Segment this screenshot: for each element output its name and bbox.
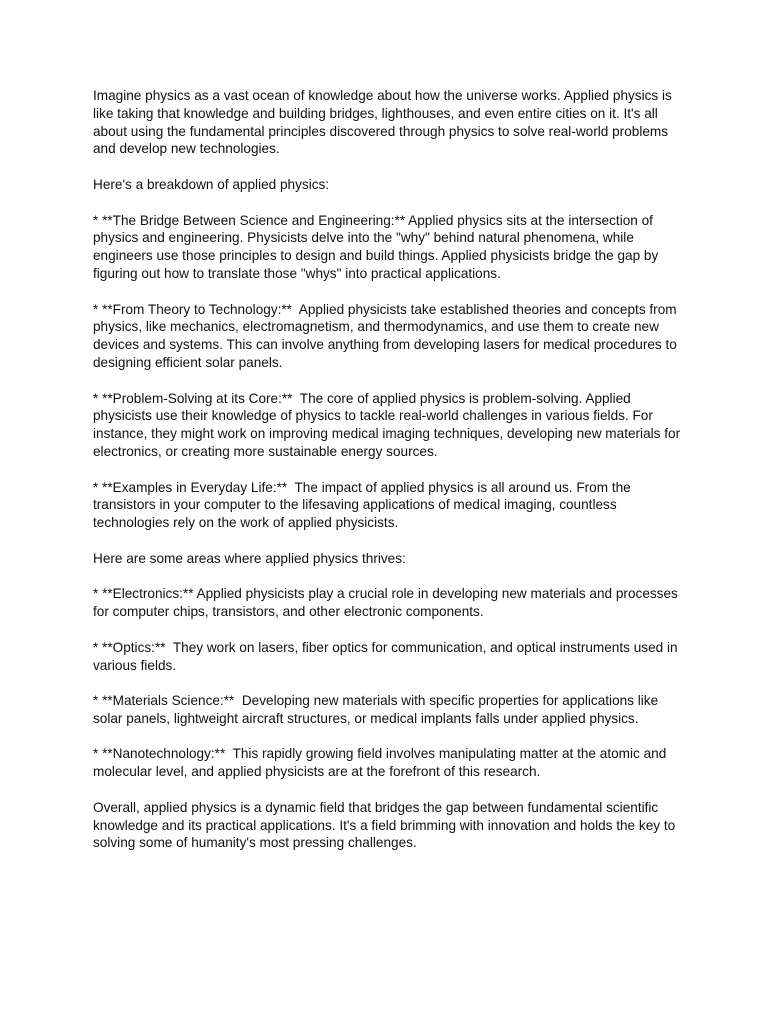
bullet-problem-solving: * **Problem-Solving at its Core:** The core of applied physics is problem-solving. Applied physicists use their knowledge of physics to tackle real-world challenges in various fields. For instance, they might work on improving medical imaging techniques, developing new materials for electronics, or creating more sustainable energy sources. — [93, 390, 684, 459]
breakdown-heading: Here's a breakdown of applied physics: — [93, 176, 330, 192]
conclusion-paragraph: Overall, applied physics is a dynamic field that bridges the gap between fundamental scientific knowledge and its practical applications. It's a field brimming with innovation and holds the key to solving some of humanity's most pressing challenges. — [93, 799, 679, 851]
intro-paragraph: Imagine physics as a vast ocean of knowledge about how the universe works. Applied physics is like taking that knowledge and building bridges, lighthouses, and even entire cities on it. It's all about using the fundamental principles discovered through physics to solve real-world problems and develop new technologies. — [93, 88, 676, 157]
bullet-everyday-life: * **Examples in Everyday Life:** The impact of applied physics is all around us. From the transistors in your computer to the lifesaving applications of medical imaging, countless technologies rely on the work of applied physicists. — [93, 479, 635, 531]
bullet-theory: * **From Theory to Technology:** Applied physicists take established theories and concepts from physics, like mechanics, electromagnetism, and thermodynamics, and use them to create new devices and systems. This can involve anything from developing lasers for medical procedures to designing efficient solar panels. — [93, 301, 681, 370]
bullet-materials-science: * **Materials Science:** Developing new materials with specific properties for applications like solar panels, lightweight aircraft structures, or medical implants falls under applied physics. — [93, 693, 662, 726]
bullet-nanotechnology: * **Nanotechnology:** This rapidly growing field involves manipulating matter at the atomic and molecular level, and applied physicists are at the forefront of this research. — [93, 746, 671, 780]
bullet-electronics: * **Electronics:** Applied physicists play a crucial role in developing new materials and processes for computer chips, transistors, and other electronic components. — [93, 586, 682, 620]
bullet-optics: * **Optics:** They work on lasers, fiber optics for communication, and optical instruments used in various fields. — [93, 639, 682, 673]
areas-heading: Here are some areas where applied physics thrives: — [93, 550, 406, 566]
document-body — [93, 87, 683, 870]
bullet-bridge: * **The Bridge Between Science and Engineering:** Applied physics sits at the intersection of physics and engineering. Physicists delve into the "why" behind natural phenomena, while engineers use those principles to design and build things. Applied physicists bridge the gap by figuring out how to translate those "whys" into practical applications. — [93, 212, 663, 281]
